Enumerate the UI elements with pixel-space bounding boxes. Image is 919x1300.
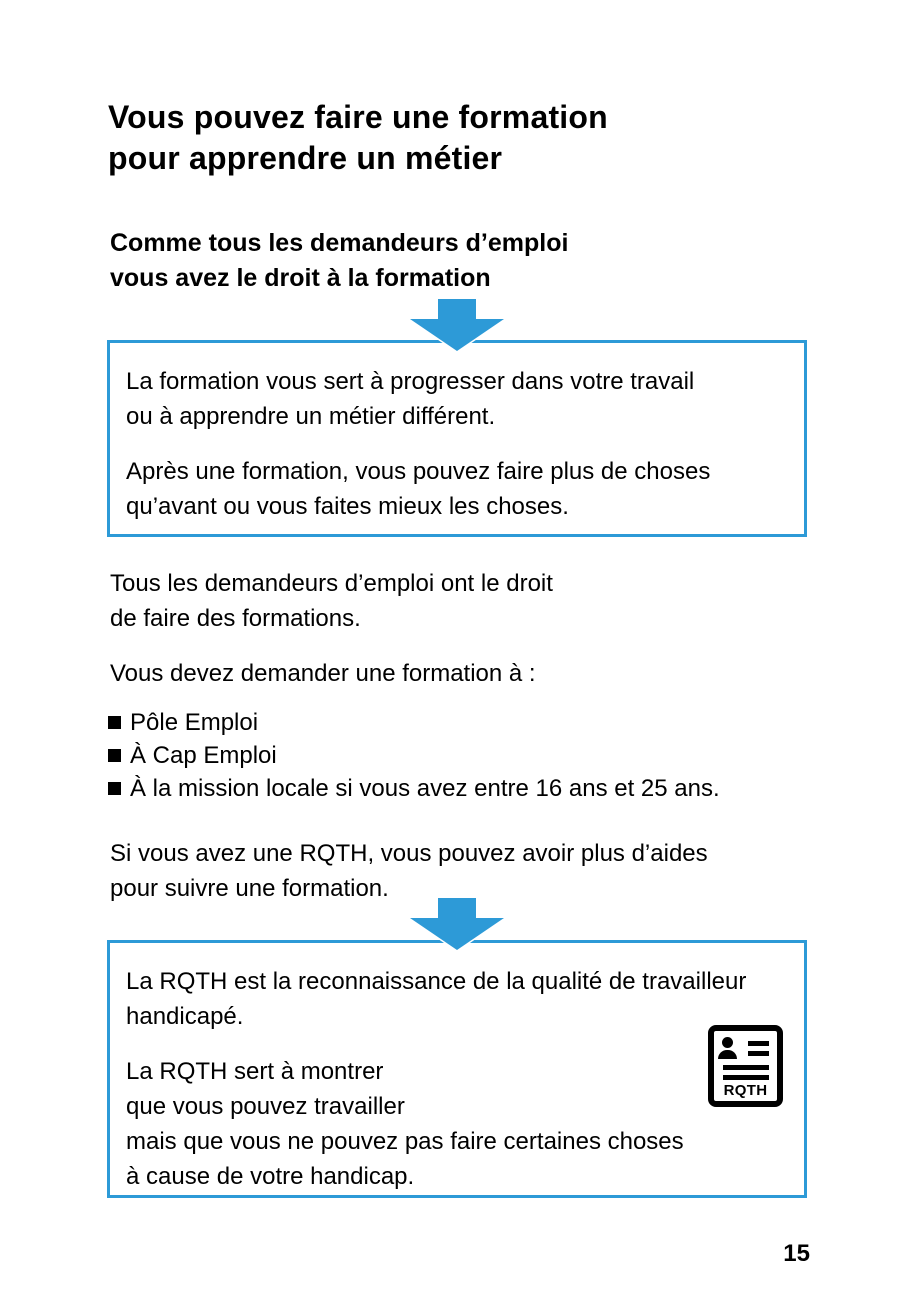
- down-arrow-icon: [410, 299, 504, 351]
- body-line: Vous devez demander une formation à :: [110, 660, 536, 687]
- text-line-icon: [748, 1041, 769, 1046]
- callout-line: Après une formation, vous pouvez faire plus de choses: [126, 458, 711, 485]
- page-number: 15: [783, 1240, 810, 1267]
- callout-line: handicapé.: [126, 1003, 244, 1030]
- person-icon: [718, 1050, 737, 1059]
- bullet-square-icon: [108, 782, 121, 795]
- callout-line: La formation vous sert à progresser dans votre travail: [126, 368, 695, 395]
- title-line-2: pour apprendre un métier: [108, 140, 503, 176]
- bullet-label: À la mission locale si vous avez entre 16 ans et 25 ans.: [130, 774, 720, 802]
- bullet-square-icon: [108, 749, 121, 762]
- callout-line: mais que vous ne pouvez pas faire certaines choses: [126, 1128, 684, 1155]
- rqth-callout-box: [107, 940, 807, 1198]
- callout-paragraph: [126, 1054, 794, 1194]
- page-title: [108, 97, 608, 179]
- callout-line: ou à apprendre un métier différent.: [126, 403, 496, 430]
- body-line: de faire des formations.: [110, 605, 361, 632]
- callout-line: que vous pouvez travailler: [126, 1093, 405, 1120]
- body-paragraph-rqth: [110, 836, 708, 906]
- body-line: pour suivre une formation.: [110, 875, 389, 902]
- subtitle-line-2: vous avez le droit à la formation: [110, 264, 491, 292]
- person-icon: [722, 1037, 733, 1048]
- callout-line: qu’avant ou vous faites mieux les choses.: [126, 493, 569, 520]
- list-item: [108, 772, 720, 805]
- body-line: Si vous avez une RQTH, vous pouvez avoir plus d’aides: [110, 840, 708, 867]
- callout-line: La RQTH est la reconnaissance de la qualité de travailleur: [126, 968, 747, 995]
- callout-line: à cause de votre handicap.: [126, 1163, 415, 1190]
- bullet-list: [108, 706, 720, 805]
- body-line: Tous les demandeurs d’emploi ont le droit: [110, 570, 553, 597]
- body-paragraph-intro: [110, 566, 553, 636]
- down-arrow-icon: [410, 898, 504, 950]
- list-item: [108, 739, 720, 772]
- text-line-icon: [748, 1051, 769, 1056]
- callout-paragraph: [126, 964, 794, 1034]
- rqth-card-icon: [708, 1025, 783, 1107]
- bullet-label: À Cap Emploi: [130, 741, 277, 769]
- formation-callout-box: [107, 340, 807, 537]
- subtitle-line-1: Comme tous les demandeurs d’emploi: [110, 229, 569, 257]
- rqth-card-label: RQTH: [723, 1082, 768, 1099]
- callout-line: La RQTH sert à montrer: [126, 1058, 384, 1085]
- bullet-label: Pôle Emploi: [130, 708, 259, 736]
- callout-paragraph: [126, 454, 794, 524]
- callout-paragraph: [126, 364, 794, 434]
- text-line-icon: [723, 1065, 769, 1070]
- title-line-1: Vous pouvez faire une formation: [108, 99, 608, 135]
- bullet-square-icon: [108, 716, 121, 729]
- body-paragraph-ask: [110, 656, 536, 691]
- text-line-icon: [723, 1075, 769, 1080]
- list-item: [108, 706, 720, 739]
- section-subtitle: [110, 226, 568, 296]
